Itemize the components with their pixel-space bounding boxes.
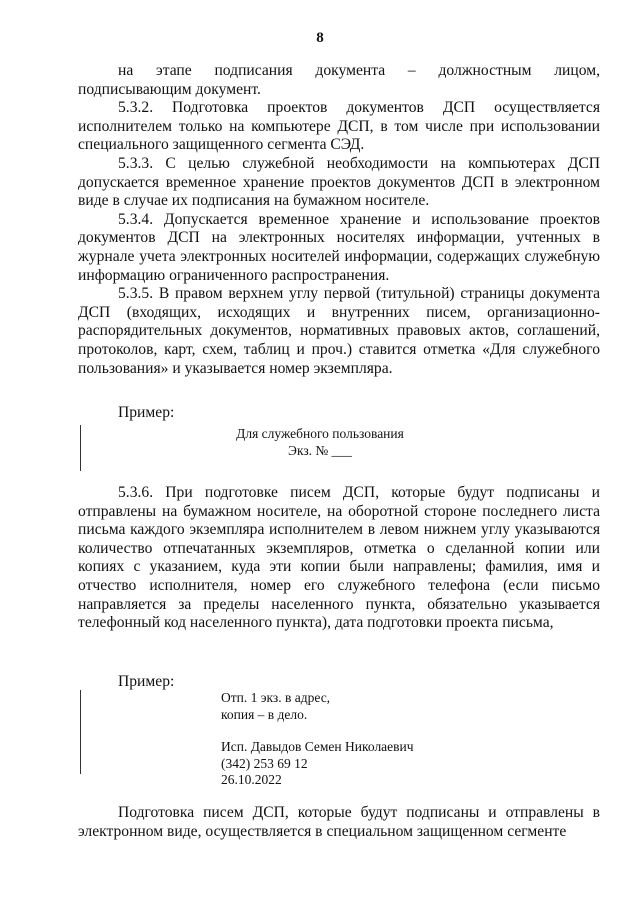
- page-number: 8: [316, 30, 324, 46]
- paragraph-5-3-3: 5.3.3. С целью служебной необходимости на компьютерах ДСП допускается временное хранение проектов документов ДСП в электронном виде в случае их подписания на бумажном носителе.: [78, 154, 600, 210]
- paragraph-5-3-4: 5.3.4. Допускается временное хранение и использование проектов документов ДСП на электронных носителях информации, учтенных в журнале учета электронных носителей информации, содержащих служебную информацию ограниченного распространения.: [78, 210, 600, 284]
- note-line-file: копия – в дело.: [221, 706, 308, 722]
- example-bar-2: [80, 690, 81, 774]
- note-line-executor: Исп. Давыдов Семен Николаевич: [221, 739, 414, 754]
- example-label-2: Пример:: [118, 673, 175, 690]
- paragraph-5-3-2: 5.3.2. Подготовка проектов документов ДСП осуществляется исполнителем только на компьютере ДСП, в том числе при использовании специального защищенного сегмента СЭД.: [78, 99, 600, 154]
- example-note-2: [221, 690, 414, 789]
- paragraph-final: Подготовка писем ДСП, которые будут подписаны и отправлены в электронном виде, осуществляется в специальном защищенном сегменте: [78, 804, 600, 840]
- stamp-line-dsp: Для служебного пользования: [236, 426, 404, 441]
- note-spacer: [221, 723, 414, 739]
- stamp-line-copy-number: Экз. № ___: [288, 443, 352, 458]
- note-line-date: 26.10.2022: [221, 772, 282, 787]
- text-block-main: [78, 62, 600, 378]
- note-line-phone: (342) 253 69 12: [221, 755, 308, 771]
- paragraph-5-3-5: 5.3.5. В правом верхнем углу первой (титульной) страницы документа ДСП (входящих, исходящих и внутренних писем, организационно-распорядительных документов, нормативных правовых актов, соглашений, протоколов, карт, схем, таблиц и проч.) ставится отметка «Для служебного пользования» и указывается номер экземпляра.: [78, 285, 600, 377]
- paragraph-intro: на этапе подписания документа – должностным лицом, подписывающим документ.: [78, 62, 600, 98]
- example-stamp-1: [0, 425, 640, 459]
- paragraph-5-3-6: 5.3.6. При подготовке писем ДСП, которые будут подписаны и отправлены на бумажном носителе, на оборотной стороне последнего листа письма каждого экземпляра исполнителем в левом нижнем углу указываются количество отпечатанных экземпляров, отметка о сделанной копии или копиях с указанием, куда эти копии были направлены; фамилия, имя и отчество исполнителя, номер его служебного телефона (если письмо направляется за пределы населенного пункта, обязательно указывается телефонный код населенного пункта), дата подготовки проекта письма,: [78, 484, 600, 632]
- note-line-copies: Отп. 1 экз. в адрес,: [221, 690, 331, 705]
- text-block-final: [78, 804, 600, 841]
- text-block-5-3-6: [78, 484, 600, 633]
- example-label-1: Пример:: [118, 404, 175, 421]
